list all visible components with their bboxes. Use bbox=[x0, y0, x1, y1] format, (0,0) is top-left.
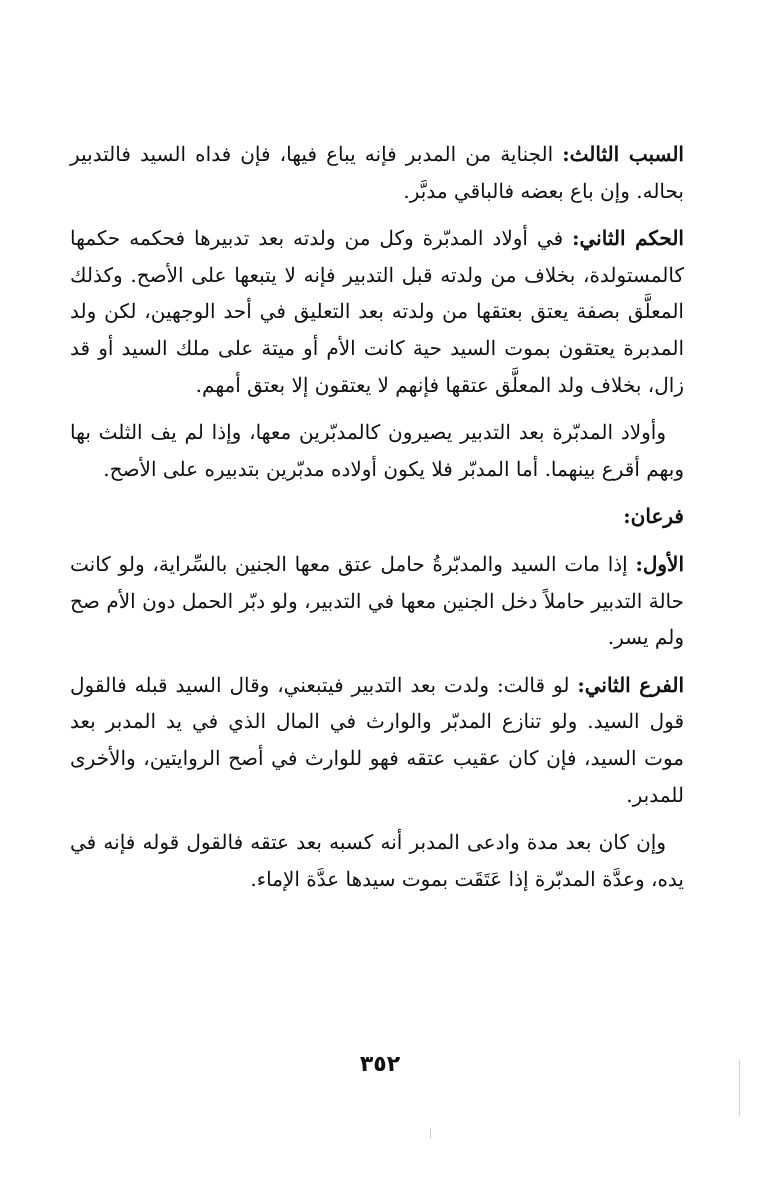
paragraph-second-ruling bbox=[70, 220, 684, 403]
paragraph-children-of-mudabbara bbox=[70, 414, 684, 487]
paragraph-body: لو قالت: ولدت بعد التدبير فيتبعني، وقال السيد قبله فالقول قول السيد. ولو تنازع المدبّر والوارث في المال الذي في يد المدبر بعد موت السيد، فإن كان عقيب عتقه فهو للوارث في أصح الروايتين، والأخرى للمدبر. bbox=[70, 672, 684, 807]
paragraph-heading: فرعان: bbox=[623, 504, 684, 529]
subheading-two-branches bbox=[70, 498, 684, 535]
body-text bbox=[70, 136, 684, 908]
paragraph-heading: السبب الثالث: bbox=[562, 142, 684, 166]
paragraph-second-branch bbox=[70, 667, 684, 813]
paragraph-body: الجناية من المدبر فإنه يباع فيها، فإن فداه السيد فالتدبير بحاله. وإن باع بعضه فالباقي مدبَّر. bbox=[70, 142, 684, 203]
paragraph-body: وإن كان بعد مدة وادعى المدبر أنه كسبه بعد عتقه فالقول قوله فإنه في يده، وعدَّة المدبّرة إذا عَتَقَت بموت سيدها عدَّة الإماء. bbox=[70, 830, 684, 891]
paragraph-body: إذا مات السيد والمدبّرةُ حامل عتق معها الجنين بالسِّراية، ولو كانت حالة التدبير حاملاً دخل الجنين معها في التدبير، ولو دبّر الحمل دون الأم صح ولم يسر. bbox=[70, 551, 684, 650]
margin-rule bbox=[739, 1060, 740, 1116]
paragraph-first-branch bbox=[70, 546, 684, 656]
paragraph-heading: الأول: bbox=[635, 551, 685, 576]
paragraph-third-cause bbox=[70, 136, 684, 209]
margin-rule bbox=[430, 1128, 431, 1138]
paragraph-heading: الفرع الثاني: bbox=[577, 672, 684, 697]
paragraph-body: وأولاد المدبّرة بعد التدبير يصيرون كالمدبّرين معها، وإذا لم يف الثلث بها وبهم أقرع بينهما. أما المدبّر فلا يكون أولاده مدبّرين بتدبيره على الأصح. bbox=[70, 420, 684, 481]
paragraph-body: في أولاد المدبّرة وكل من ولدته بعد تدبيرها فحكمه حكمها كالمستولدة، بخلاف من ولدته قبل التدبير فإنه لا يتبعها على الأصح. وكذلك المعلَّق بصفة يعتق بعتقها من ولدته بعد التعليق في أحد الوجهين، لكن ولد المدبرة يعتقون بموت السيد حية كانت الأم أو ميتة على ملك السيد أو قد زال، بخلاف ولد المعلَّق عتقها فإنهم لا يعتقون إلا بعتق أمهم. bbox=[70, 226, 684, 397]
paragraph-final bbox=[70, 824, 684, 897]
page-number: ٣٥٢ bbox=[359, 1052, 401, 1077]
paragraph-heading: الحكم الثاني: bbox=[572, 226, 684, 251]
